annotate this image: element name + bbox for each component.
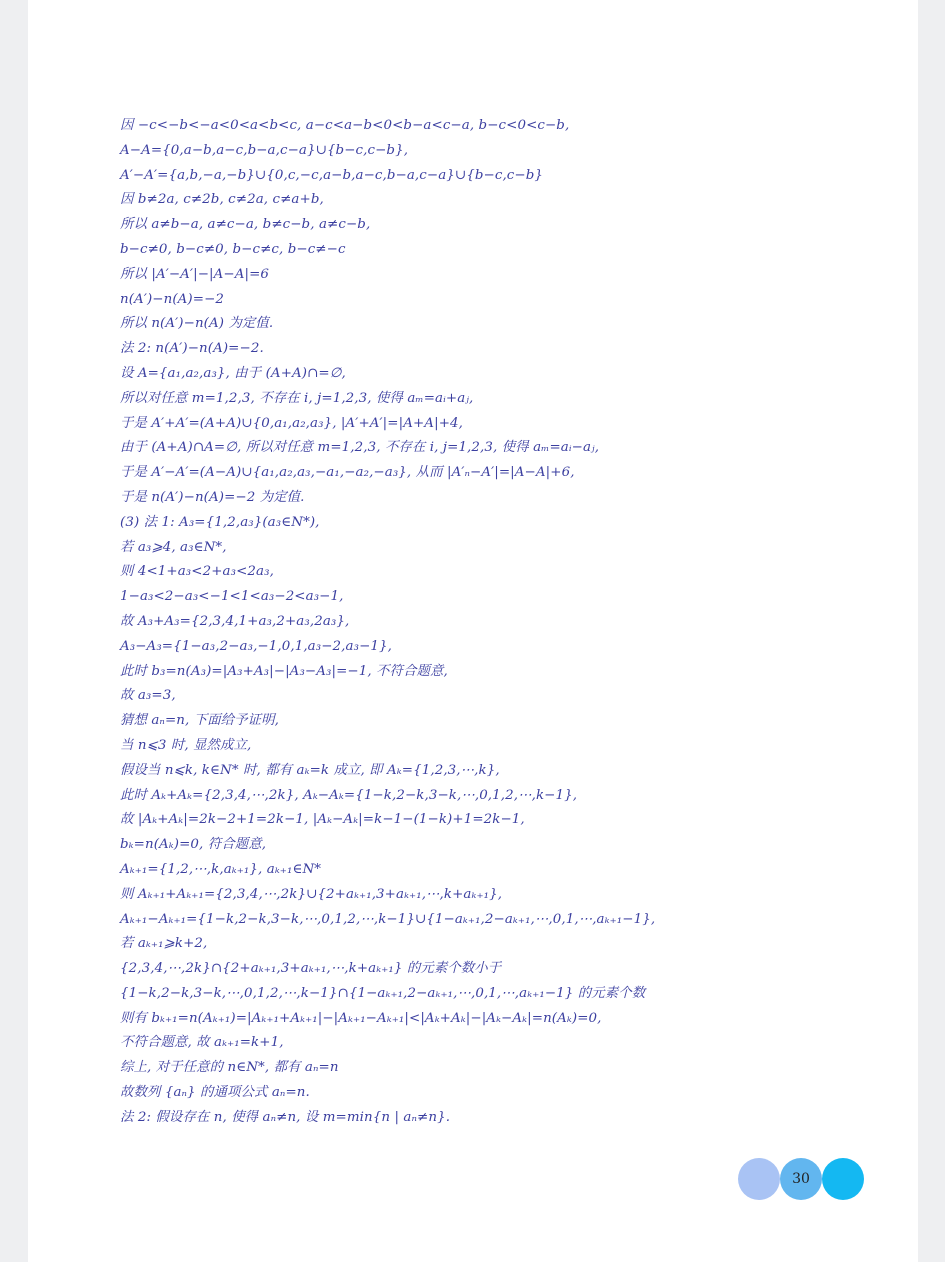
text-line: 所以 n(A′)−n(A) 为定值. bbox=[120, 316, 274, 332]
text-line: b−c≠0, b−c≠0, b−c≠c, b−c≠−c bbox=[120, 241, 346, 257]
text-line: 假设当 n⩽k, k∈N* 时, 都有 aₖ=k 成立, 即 Aₖ={1,2,3,⋯,k}, bbox=[120, 762, 500, 778]
text-line: 因 b≠2a, c≠2b, c≠2a, c≠a+b, bbox=[120, 192, 324, 208]
text-line: 法 2: 假设存在 n, 使得 aₙ≠n, 设 m=min{n | aₙ≠n}. bbox=[120, 1109, 451, 1125]
page-number-badge bbox=[738, 1158, 868, 1202]
text-line: bₖ=n(Aₖ)=0, 符合题意, bbox=[120, 837, 267, 853]
text-line: 故 |Aₖ+Aₖ|=2k−2+1=2k−1, |Aₖ−Aₖ|=k−1−(1−k)+1=2k−1, bbox=[120, 812, 525, 828]
text-line: 所以 a≠b−a, a≠c−a, b≠c−b, a≠c−b, bbox=[120, 217, 371, 233]
text-line: 法 2: n(A′)−n(A)=−2. bbox=[120, 341, 264, 357]
text-line: {1−k,2−k,3−k,⋯,0,1,2,⋯,k−1}∩{1−aₖ₊₁,2−aₖ₊₁,⋯,0,1,⋯,aₖ₊₁−1} 的元素个数 bbox=[120, 985, 646, 1001]
text-line: 猜想 aₙ=n, 下面给予证明, bbox=[120, 713, 280, 729]
text-line: 则有 bₖ₊₁=n(Aₖ₊₁)=|Aₖ₊₁+Aₖ₊₁|−|Aₖ₊₁−Aₖ₊₁|<|Aₖ+Aₖ|−|Aₖ−Aₖ|=n(Aₖ)=0, bbox=[120, 1010, 602, 1026]
text-line: Aₖ₊₁={1,2,⋯,k,aₖ₊₁}, aₖ₊₁∈N* bbox=[120, 861, 322, 877]
text-line: 不符合题意, 故 aₖ₊₁=k+1, bbox=[120, 1035, 284, 1051]
text-line: 由于 (A+A)∩A=∅, 所以对任意 m=1,2,3, 不存在 i, j=1,2,3, 使得 aₘ=aᵢ−aⱼ, bbox=[120, 440, 600, 456]
text-line: 则 4<1+a₃<2+a₃<2a₃, bbox=[120, 564, 274, 580]
text-line: 若 aₖ₊₁⩾k+2, bbox=[120, 936, 208, 952]
text-line: 设 A={a₁,a₂,a₃}, 由于 (A+A)∩=∅, bbox=[120, 365, 346, 381]
text-line: 故 a₃=3, bbox=[120, 688, 176, 704]
text-line: 所以对任意 m=1,2,3, 不存在 i, j=1,2,3, 使得 aₘ=aᵢ+aⱼ, bbox=[120, 390, 474, 406]
text-line: Aₖ₊₁−Aₖ₊₁={1−k,2−k,3−k,⋯,0,1,2,⋯,k−1}∪{1−aₖ₊₁,2−aₖ₊₁,⋯,0,1,⋯,aₖ₊₁−1}, bbox=[120, 911, 656, 927]
text-line: n(A′)−n(A)=−2 bbox=[120, 291, 225, 307]
document-page bbox=[28, 0, 918, 1262]
text-line: 所以 |A′−A′|−|A−A|=6 bbox=[120, 266, 270, 282]
text-line: A₃−A₃={1−a₃,2−a₃,−1,0,1,a₃−2,a₃−1}, bbox=[120, 638, 392, 654]
text-line: 故数列 {aₙ} 的通项公式 aₙ=n. bbox=[120, 1085, 310, 1101]
text-line: 因 −c<−b<−a<0<a<b<c, a−c<a−b<0<b−a<c−a, b−c<0<c−b, bbox=[120, 118, 570, 133]
page-badge-circle-left bbox=[738, 1158, 780, 1200]
solution-text bbox=[120, 114, 820, 1131]
text-line: 于是 A′−A′=(A−A)∪{a₁,a₂,a₃,−a₁,−a₂,−a₃}, 从而 |A′ₙ−A′|=|A−A|+6, bbox=[120, 465, 575, 481]
page-number: 30 bbox=[792, 1171, 810, 1187]
page-badge-circle-right bbox=[822, 1158, 864, 1200]
text-line: 此时 b₃=n(A₃)=|A₃+A₃|−|A₃−A₃|=−1, 不符合题意, bbox=[120, 663, 448, 679]
text-line: 若 a₃⩾4, a₃∈N*, bbox=[120, 539, 227, 555]
text-line: (3) 法 1: A₃={1,2,a₃}(a₃∈N*), bbox=[120, 514, 320, 530]
text-line: 故 A₃+A₃={2,3,4,1+a₃,2+a₃,2a₃}, bbox=[120, 613, 350, 629]
text-line: 1−a₃<2−a₃<−1<1<a₃−2<a₃−1, bbox=[120, 589, 344, 605]
text-line: A−A={0,a−b,a−c,b−a,c−a}∪{b−c,c−b}, bbox=[120, 142, 409, 158]
text-line: {2,3,4,⋯,2k}∩{2+aₖ₊₁,3+aₖ₊₁,⋯,k+aₖ₊₁} 的元素个数小于 bbox=[120, 961, 502, 977]
text-line: 于是 A′+A′=(A+A)∪{0,a₁,a₂,a₃}, |A′+A′|=|A+A|+4, bbox=[120, 415, 463, 431]
text-line: A′−A′={a,b,−a,−b}∪{0,c,−c,a−b,a−c,b−a,c−a}∪{b−c,c−b} bbox=[120, 167, 544, 183]
text-line: 综上, 对于任意的 n∈N*, 都有 aₙ=n bbox=[120, 1060, 339, 1076]
text-line: 此时 Aₖ+Aₖ={2,3,4,⋯,2k}, Aₖ−Aₖ={1−k,2−k,3−k,⋯,0,1,2,⋯,k−1}, bbox=[120, 787, 578, 803]
text-line: 则 Aₖ₊₁+Aₖ₊₁={2,3,4,⋯,2k}∪{2+aₖ₊₁,3+aₖ₊₁,⋯,k+aₖ₊₁}, bbox=[120, 886, 503, 902]
text-line: 于是 n(A′)−n(A)=−2 为定值. bbox=[120, 489, 305, 505]
text-line: 当 n⩽3 时, 显然成立, bbox=[120, 737, 252, 753]
